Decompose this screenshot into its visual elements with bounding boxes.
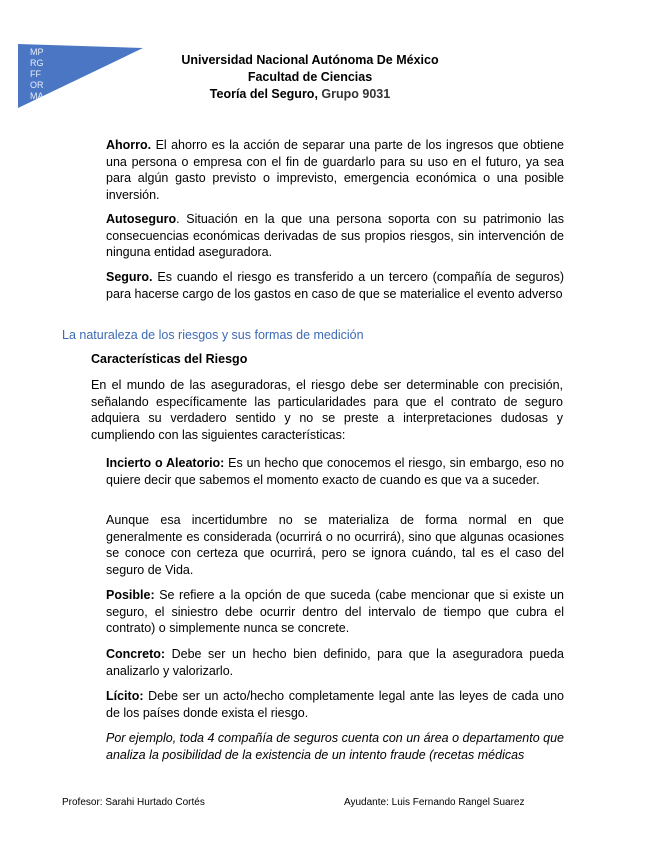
- characteristic-licito: [106, 688, 564, 721]
- logo-text-5: MA: [30, 91, 44, 101]
- footer-assistant: Ayudante: Luis Fernando Rangel Suarez: [344, 797, 525, 808]
- characteristic-concreto: [106, 646, 564, 679]
- header-university: Universidad Nacional Autónoma De México: [181, 53, 439, 67]
- header-group: Grupo 9031: [321, 87, 391, 101]
- logo-text-4: OR: [30, 80, 44, 90]
- characteristic-text: Es un hecho que conocemos el riesgo, sin embargo, eso no quiere decir que sabemos el momento exacto de cuando es que va a suceder.: [106, 456, 564, 487]
- logo-text-1: MP: [30, 47, 44, 57]
- characteristic-posible: [106, 587, 564, 637]
- section-title: La naturaleza de los riesgos y sus formas de medición: [62, 328, 364, 342]
- characteristic-text: Se refiere a la opción de que suceda (cabe mencionar que si existe un seguro, el siniestro debe ocurrir dentro del intervalo de tiempo que cubra el contrato) o simplemente nunca se concrete.: [106, 588, 564, 635]
- characteristic-term: Concreto:: [106, 647, 166, 661]
- header-faculty: Facultad de Ciencias: [247, 70, 373, 84]
- definition-seguro: [106, 269, 564, 302]
- header-course: [0, 86, 600, 103]
- characteristic-term: Posible:: [106, 588, 155, 602]
- definition-autoseguro: [106, 211, 564, 261]
- characteristic-term: Incierto o Aleatorio:: [106, 456, 225, 470]
- definition-term: Ahorro.: [106, 138, 152, 152]
- definition-text: . Situación en la que una persona soporta con su patrimonio las consecuencias económicas derivadas de sus propios riesgos, sin intervención de ninguna entidad aseguradora.: [106, 212, 564, 259]
- definition-text: Es cuando el riesgo es transferido a un tercero (compañía de seguros) para hacerse cargo de los gastos en caso de que se materialice el evento adverso: [106, 270, 564, 301]
- definition-text: El ahorro es la acción de separar una parte de los ingresos que obtiene una persona o empresa con el fin de guardarlo para su uso en el futuro, ya sea para algún gasto previsto o imprevisto, emergencia económica o una posible inversión.: [106, 138, 564, 202]
- example-paragraph: Por ejemplo, toda 4 compañía de seguros cuenta con un área o departamento que analiza la posibilidad de la existencia de un intento fraude (recetas médicas: [106, 731, 564, 762]
- definition-ahorro: [106, 137, 564, 203]
- logo-text-3: FF: [30, 69, 41, 79]
- header-course-name: Teoría del Seguro,: [209, 87, 322, 101]
- footer-professor: Profesor: Sarahi Hurtado Cortés: [62, 797, 205, 808]
- characteristic-incertidumbre: [106, 512, 564, 578]
- characteristic-text: Debe ser un hecho bien definido, para que la aseguradora pueda analizarlo y valorizarlo.: [106, 647, 564, 678]
- characteristic-term: Lícito:: [106, 689, 144, 703]
- definition-term: Autoseguro: [106, 212, 177, 226]
- characteristic-text: Debe ser un acto/hecho completamente legal ante las leyes de cada uno de los países donde exista el riesgo.: [106, 689, 564, 720]
- definition-term: Seguro.: [106, 270, 153, 284]
- intro-paragraph: En el mundo de las aseguradoras, el riesgo debe ser determinable con precisión, señalando específicamente las particularidades para que el contrato de seguro adquiera su verdadero sentido y no se preste a interpretaciones dudosas y cumpliendo con las siguientes características:: [91, 378, 563, 442]
- characteristic-incierto: [106, 455, 564, 488]
- characteristic-text: Aunque esa incertidumbre no se materializa de forma normal en que generalmente es considerada (ocurrirá o no ocurrirá), sino que algunas ocasiones se conoce con certeza que ocurrirá, pero se ignora cuándo, tal es el caso del seguro de Vida.: [106, 513, 564, 577]
- logo-text-2: RG: [30, 58, 44, 68]
- subheading: Características del Riesgo: [91, 352, 248, 366]
